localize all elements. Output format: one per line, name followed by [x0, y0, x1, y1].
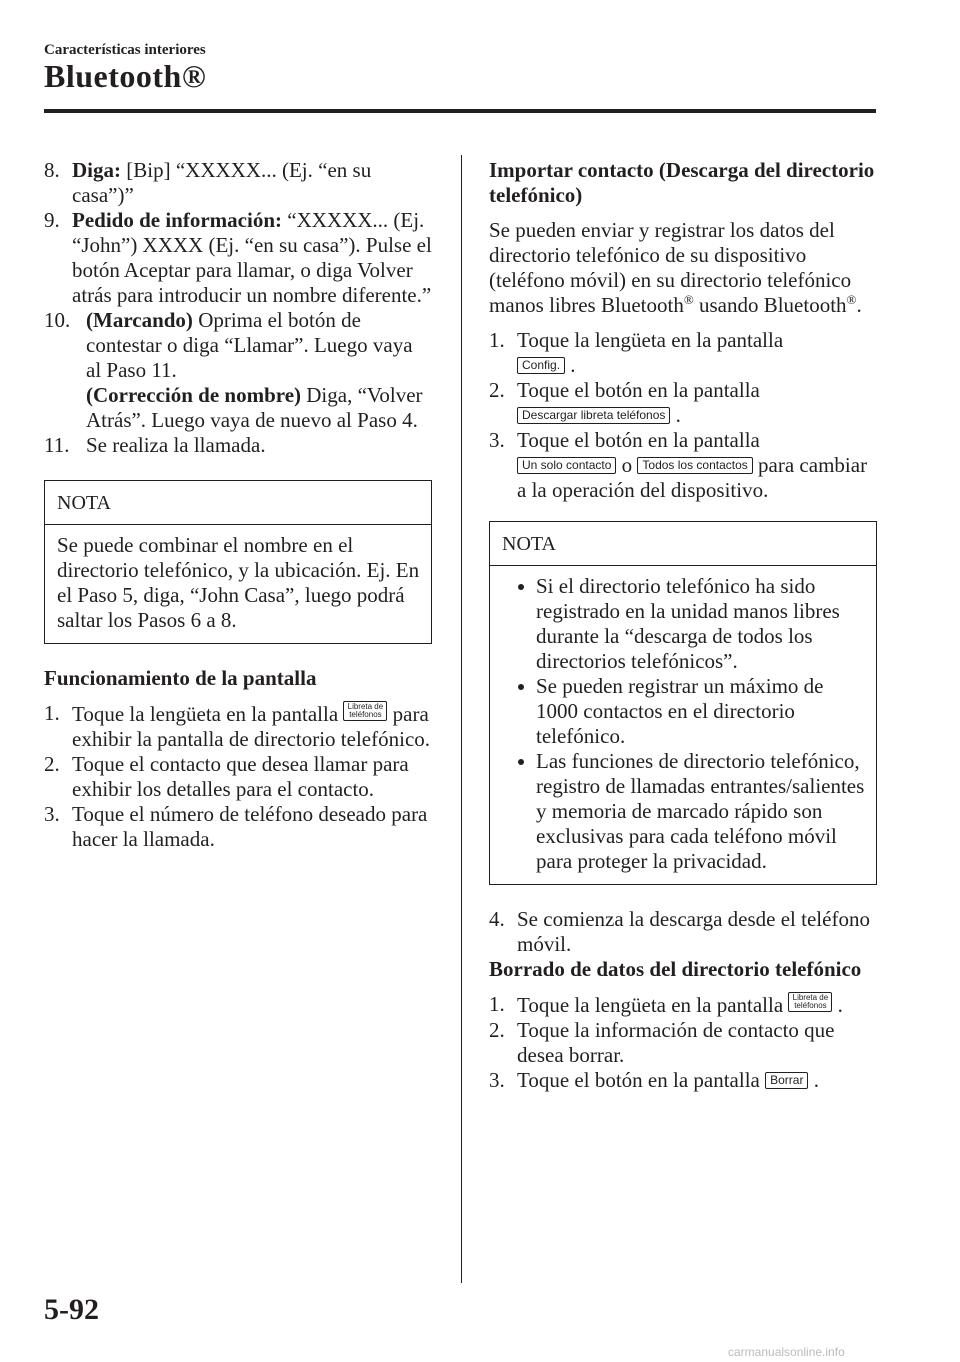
import-step-2: 2. Toque el botón en la pantalla Descargar libreta teléfonos .	[489, 378, 760, 427]
page-title: Bluetooth®	[44, 58, 207, 94]
phonebook-tab-button[interactable]: Libreta de teléfonos	[788, 992, 832, 1012]
column-divider	[461, 155, 462, 1283]
config-tab-button[interactable]: Config.	[517, 357, 565, 374]
step-9: 9. Pedido de información: “XXXXX... (Ej. “John”) XXXX (Ej. “en su casa”). Pulse el botón Aceptar para llamar, o diga Volver atrás para introducir un nombre diferente.”	[44, 208, 432, 307]
header-rule	[44, 109, 876, 113]
import-intro: Se pueden enviar y registrar los datos del directorio telefónico de su dispositivo (teléfono móvil) en su directorio telefónico manos libres Bluetooth® usando Bluetooth®.	[489, 218, 862, 317]
delete-heading: Borrado de datos del directorio telefónico	[489, 957, 862, 981]
screen-step-1: 1. Toque la lengüeta en la pantalla Libreta de teléfonos para exhibir la pantalla de directorio telefónico.	[44, 701, 431, 751]
note-bullet: Se pueden registrar un máximo de 1000 contactos en el directorio telefónico.	[502, 674, 866, 749]
bullet-icon	[518, 684, 524, 690]
import-step-1: 1. Toque la lengüeta en la pantalla Config. .	[489, 328, 784, 377]
import-step-4: 4. Se comienza la descarga desde el teléfono móvil.	[489, 907, 870, 956]
step-11: 11. Se realiza la llamada.	[44, 433, 266, 457]
screen-operation-heading: Funcionamiento de la pantalla	[44, 666, 317, 690]
delete-step-3: 3. Toque el botón en la pantalla Borrar .	[489, 1068, 819, 1092]
phonebook-tab-button[interactable]: Libreta de teléfonos	[343, 701, 387, 721]
note-text: Se puede combinar el nombre en el directorio telefónico, y la ubicación. Ej. En el Paso 5, diga, “John Casa”, luego podrá saltar los Pasos 6 a 8.	[57, 533, 420, 632]
note-box	[44, 480, 432, 644]
delete-step-2: 2. Toque la información de contacto que desea borrar.	[489, 1018, 835, 1067]
screen-step-2: 2. Toque el contacto que desea llamar para exhibir los detalles para el contacto.	[44, 752, 409, 801]
all-contacts-button[interactable]: Todos los contactos	[637, 457, 752, 474]
right-column	[489, 158, 877, 1093]
step-10: 10. (Marcando) Oprima el botón de contestar o diga “Llamar”. Luego vaya al Paso 11. (Corrección de nombre) Diga, “Volver Atrás”. Luego vaya de nuevo al Paso 4.	[44, 308, 423, 432]
delete-step-1: 1. Toque la lengüeta en la pantalla Libreta de teléfonos .	[489, 992, 843, 1017]
single-contact-button[interactable]: Un solo contacto	[517, 457, 616, 474]
left-column	[44, 158, 432, 852]
watermark: carmanualsonline.info	[728, 1345, 845, 1359]
delete-button[interactable]: Borrar	[765, 1072, 808, 1089]
note-title: NOTA	[45, 481, 431, 525]
note-title-2: NOTA	[490, 522, 876, 566]
note-bullet: Las funciones de directorio telefónico, registro de llamadas entrantes/salientes y memoria de marcado rápido son exclusivas para cada teléfono móvil para proteger la privacidad.	[502, 749, 866, 874]
screen-step-3: 3. Toque el número de teléfono deseado para hacer la llamada.	[44, 802, 428, 851]
note-box-2	[489, 521, 877, 885]
step-8: 8. Diga: [Bip] “XXXXX... (Ej. “en su casa”)”	[44, 158, 372, 207]
section-label: Características interiores	[44, 42, 206, 58]
note-body-2	[490, 566, 876, 884]
bullet-icon	[518, 759, 524, 765]
import-step-3: 3. Toque el botón en la pantalla Un solo contacto o Todos los contactos para cambiar a la operación del dispositivo.	[489, 428, 868, 502]
download-phonebook-button[interactable]: Descargar libreta teléfonos	[517, 407, 670, 424]
note-bullet: Si el directorio telefónico ha sido registrado en la unidad manos libres durante la “descarga de todos los directorios telefónicos”.	[502, 574, 866, 674]
page-number: 5-92	[44, 1293, 99, 1326]
import-heading: Importar contacto (Descarga del directorio telefónico)	[489, 158, 875, 207]
bullet-icon	[518, 584, 524, 590]
